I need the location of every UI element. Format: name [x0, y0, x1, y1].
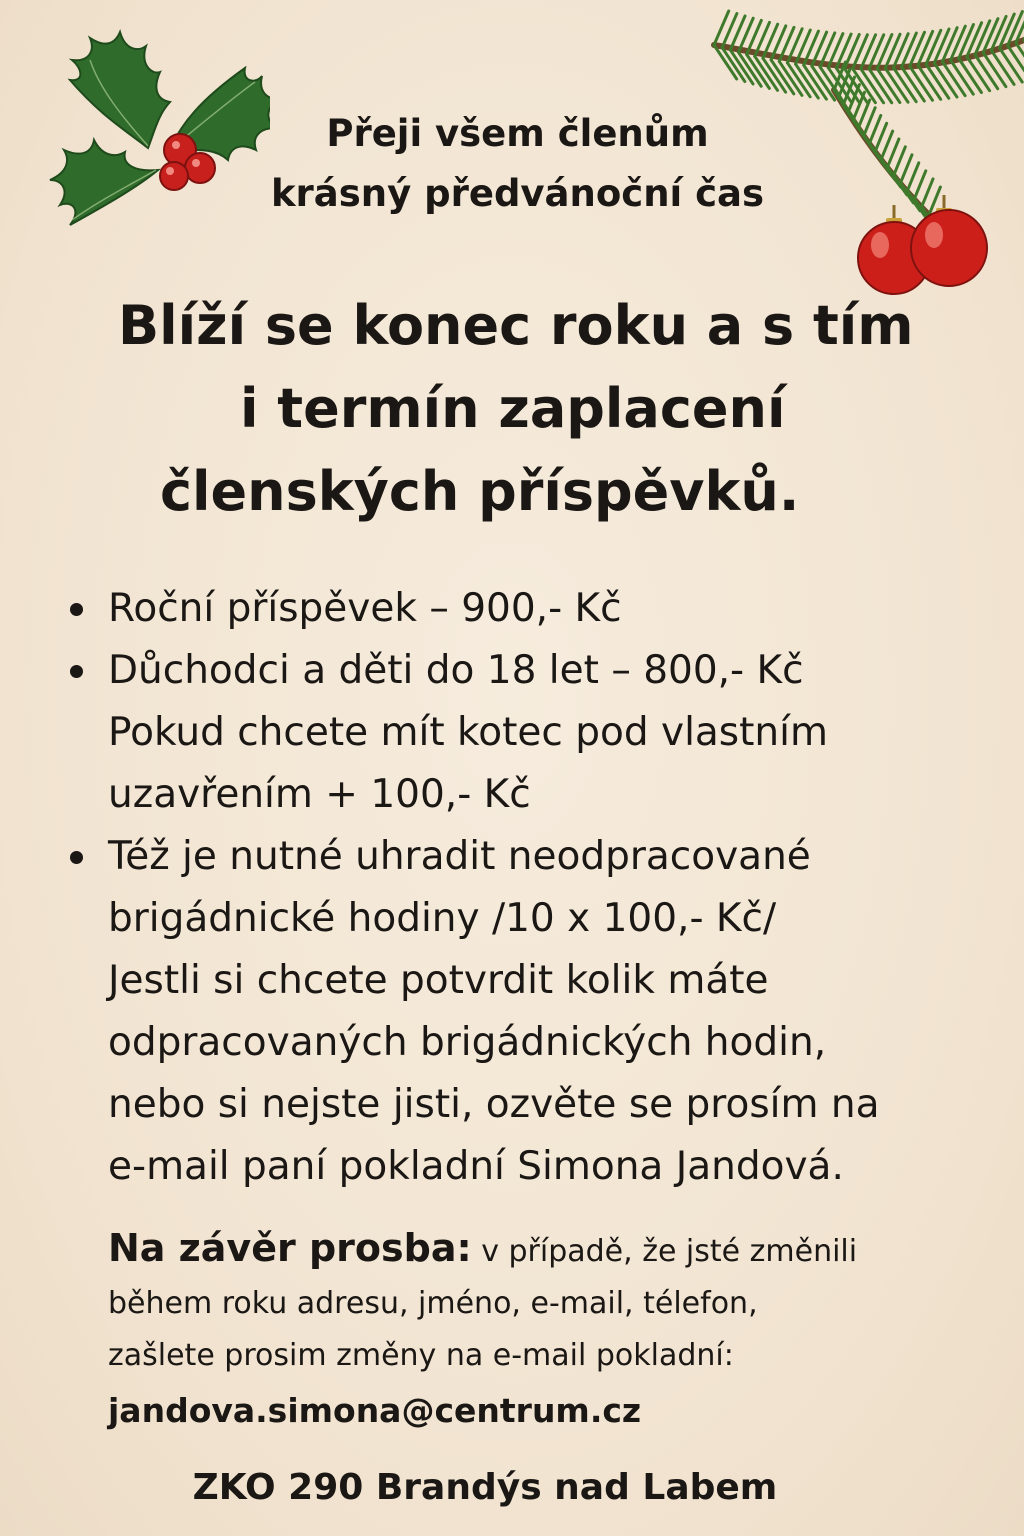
- pine-needle: [861, 35, 876, 69]
- headline-line-2: i termín zaplacení: [240, 377, 786, 440]
- bullet-icon: [70, 665, 83, 678]
- confirm-hours-text: Jestli si chcete potvrdit kolik máte: [108, 958, 769, 1003]
- pine-needle: [934, 29, 949, 63]
- list-item: [108, 578, 998, 640]
- confirm-hours-text: odpracovaných brigádnických hodin,: [108, 1020, 827, 1065]
- closing-line-3: zašlete prosim změny na e-mail pokladní:: [108, 1338, 734, 1373]
- work-hours-text: Též je nutné uhradit neodpracované: [108, 834, 811, 879]
- bullet-icon: [70, 603, 83, 616]
- treasurer-email: jandova.simona@centrum.cz: [108, 1391, 642, 1430]
- list-item: [108, 826, 998, 888]
- greeting: [210, 104, 825, 224]
- bullet-icon: [70, 851, 83, 864]
- contact-text: e-mail paní pokladní Simona Jandová.: [108, 1144, 844, 1189]
- work-hours-price-text: brigádnické hodiny /10 x 100,- Kč/: [108, 896, 777, 941]
- greeting-line-1: Přeji všem členům: [326, 112, 709, 155]
- closing-lead: Na závěr prosba:: [108, 1226, 472, 1270]
- greeting-line-2: krásný předvánoční čas: [270, 172, 765, 215]
- kennel-lock-text: Pokud chcete mít kotec pod vlastním: [108, 710, 828, 755]
- list-item: [108, 640, 998, 702]
- pine-needle: [869, 35, 884, 69]
- pine-needle: [907, 163, 918, 191]
- closing-request: [108, 1222, 988, 1440]
- pine-needle: [853, 35, 868, 69]
- pine-needle: [942, 28, 957, 62]
- reduced-fee-text: Důchodci a děti do 18 let – 800,- Kč: [108, 648, 804, 693]
- pine-needle: [902, 33, 917, 67]
- pine-needle: [1000, 48, 1023, 82]
- pine-needle: [910, 32, 925, 66]
- pine-needle: [885, 34, 900, 68]
- pine-needle: [922, 179, 933, 207]
- closing-line-1: [108, 1222, 988, 1278]
- headline-line-1: Blíží se konec roku a s tím: [118, 294, 914, 357]
- closing-line-2: během roku adresu, jméno, e-mail, télefon,: [108, 1286, 758, 1321]
- contact-text: nebo si nejste jisti, ozvěte se prosím na: [108, 1082, 880, 1127]
- pine-needle: [894, 147, 905, 175]
- pine-needle: [951, 26, 966, 60]
- pine-needle: [845, 34, 860, 68]
- fee-details: [108, 578, 998, 1198]
- pine-needle: [893, 34, 908, 68]
- pine-needle: [918, 31, 933, 65]
- pine-needle: [877, 35, 892, 69]
- pine-needle: [901, 155, 912, 183]
- closing-line-1-rest: v případě, že jsté změnili: [471, 1234, 858, 1269]
- organization-name: ZKO 290 Brandýs nad Labem: [192, 1467, 778, 1508]
- pine-needle: [926, 30, 941, 64]
- headline-line-3: členských příspěvků.: [160, 460, 800, 523]
- pine-needle: [959, 25, 974, 59]
- annual-fee-text: Roční příspěvek – 900,- Kč: [108, 586, 622, 631]
- pine-needle: [914, 171, 925, 199]
- kennel-lock-price-text: uzavřením + 100,- Kč: [108, 772, 531, 817]
